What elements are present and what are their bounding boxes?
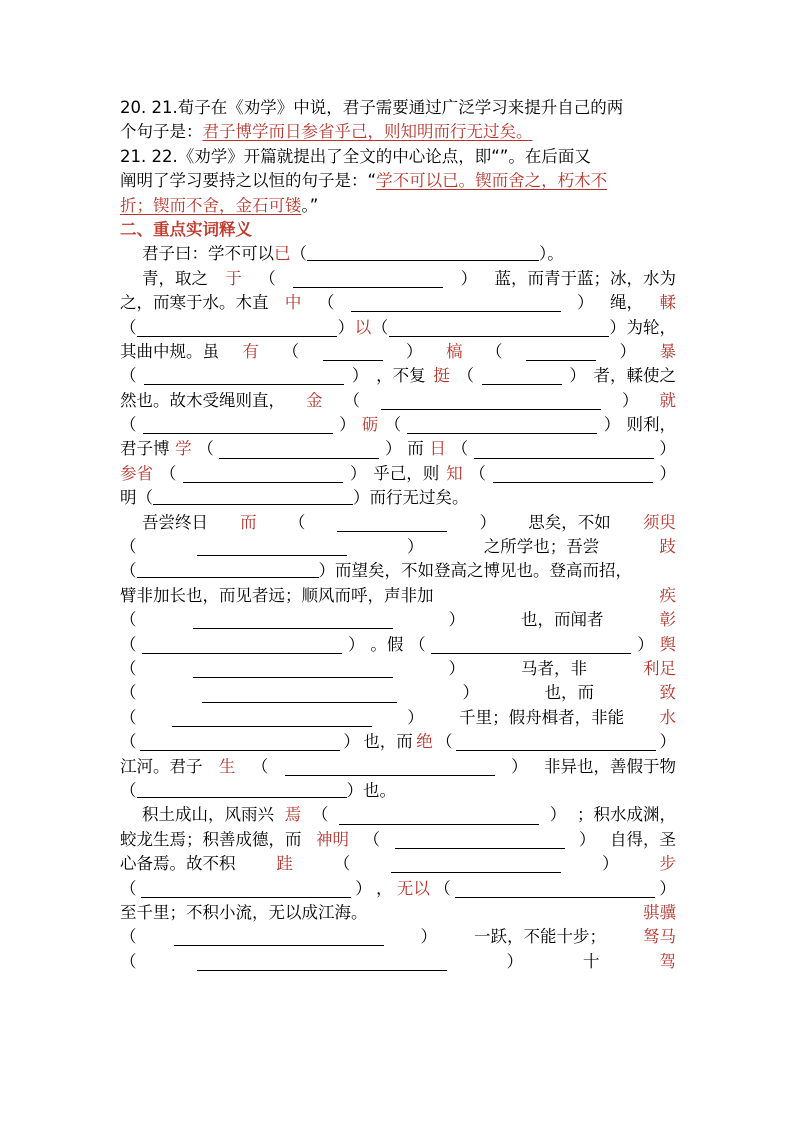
text-line-10: 参省 （ ） 乎己，则 知 （ ） <box>120 463 676 483</box>
text-line-22: 江河。君子 生 （ ） 非异也，善假于物 <box>120 756 676 776</box>
answer-blank[interactable] <box>407 416 597 434</box>
text-line-30: （ ） 十 驾 <box>120 951 676 971</box>
text-line-2: 青，取之 于 （ ） 蓝，而青于蓝；冰，水为 <box>142 268 676 288</box>
answer-blank[interactable] <box>307 243 539 261</box>
section-heading: 二、重点实词释义 <box>120 219 252 239</box>
answer-blank[interactable] <box>140 733 340 751</box>
text-line-15: 臂非加长也，而见者远；顺风而呼，声非加 疾 <box>120 585 676 605</box>
text-line-8: （ ） 砺 （ ） 则利， <box>120 415 676 435</box>
text-line-3: 之，而寒于水。木直 中 （ ） 绳， 輮 <box>120 293 676 313</box>
text-line-21: （ ） 也，而 绝 （ ） <box>120 732 676 752</box>
answer-blank[interactable] <box>153 487 353 505</box>
question-21-line1: 21. 22.《劝学》开篇就提出了全文的中心论点，即“”。在后面又 <box>120 146 591 166</box>
answer-blank[interactable] <box>285 758 495 776</box>
answer-blank[interactable] <box>493 465 653 483</box>
question-21-line3: 折；锲而不舍，金石可镂。” <box>120 195 319 215</box>
answer-blank[interactable] <box>482 367 562 385</box>
text-line-16: （ ） 也，而闻者 彰 <box>120 610 676 630</box>
answer-blank[interactable] <box>474 441 654 459</box>
answer-blank[interactable] <box>219 441 379 459</box>
text-line-4: （ ） 以 （ ） 为轮， <box>120 317 676 337</box>
answer-blank[interactable] <box>174 928 384 946</box>
question-20-answer: 君子博学而日参省乎己，则知明而行无过矣。 <box>202 122 533 142</box>
text-line-13: （ ） 之所学也；吾尝 跂 <box>120 537 676 557</box>
answer-blank[interactable] <box>431 636 631 654</box>
answer-blank[interactable] <box>137 780 347 798</box>
answer-blank[interactable] <box>389 319 609 337</box>
text-line-17: （ ） 。假 （ ） 舆 <box>120 634 676 654</box>
text-line-28: 至千里；不积小流，无以成江海。 骐骥 <box>120 902 676 922</box>
answer-blank[interactable] <box>137 319 337 337</box>
answer-blank[interactable] <box>381 392 601 410</box>
text-line-1: 君子曰：学不可以已（ ）。 <box>142 244 564 264</box>
answer-blank[interactable] <box>142 636 342 654</box>
text-line-29: （ ） 一跃，不能十步； 驽马 <box>120 927 676 947</box>
text-line-20: （ ） 千里；假舟楫者，非能 水 <box>120 707 676 727</box>
text-line-19: （ ） 也，而 致 <box>120 683 676 703</box>
answer-blank[interactable] <box>144 367 344 385</box>
answer-blank[interactable] <box>197 538 347 556</box>
text-line-12: 吾尝终日 而 （ ） 思矣，不如 须臾 <box>142 512 676 532</box>
answer-blank[interactable] <box>193 611 393 629</box>
answer-blank[interactable] <box>337 514 447 532</box>
answer-blank[interactable] <box>395 831 565 849</box>
worksheet-page <box>120 96 676 974</box>
answer-blank[interactable] <box>143 416 333 434</box>
answer-blank[interactable] <box>141 880 351 898</box>
answer-blank[interactable] <box>172 709 372 727</box>
answer-blank[interactable] <box>193 660 393 678</box>
answer-blank[interactable] <box>202 685 397 703</box>
text-line-26: 心备焉。故不积 跬 （ ） 步 <box>120 854 676 874</box>
text-line-6: （ ） ，不复 挺 （ ） 者，輮使之 <box>120 366 676 386</box>
question-20-line2: 个句子是：君子博学而日参省乎己，则知明而行无过矣。 <box>120 122 533 142</box>
text-line-5: 其曲中规。虽 有 （ ） 槁 （ ） 暴 <box>120 341 676 361</box>
question-21-answer-part1: 学不可以已。锲而舍之，朽木不 <box>376 171 608 191</box>
question-21-line2: 阐明了学习要持之以恒的句子是：“学不可以已。锲而舍之，朽木不 <box>120 171 608 191</box>
text-line-11: 明（ ）而行无过矣。 <box>120 488 469 508</box>
text-line-18: （ ） 马者，非 利足 <box>120 658 676 678</box>
answer-blank[interactable] <box>526 343 596 361</box>
answer-blank[interactable] <box>293 270 443 288</box>
text-line-9: 君子博 学 （ ） 而 日 （ ） <box>120 439 676 459</box>
answer-blank[interactable] <box>339 807 539 825</box>
answer-blank[interactable] <box>351 294 561 312</box>
text-line-7: 然也。故木受绳则直， 金 （ ） 就 <box>120 390 676 410</box>
answer-blank[interactable] <box>455 880 655 898</box>
text-line-14: （ ）而望矣，不如登高之博见也。登高而招， <box>120 561 632 581</box>
text-line-24: 积土成山，风雨兴 焉 （ ） ；积水成渊， <box>142 805 676 825</box>
question-20-line1: 20. 21.荀子在《劝学》中说，君子需要通过广泛学习来提升自己的两 <box>120 98 624 117</box>
answer-blank[interactable] <box>391 855 561 873</box>
answer-blank[interactable] <box>137 560 319 578</box>
text-line-25: 蛟龙生焉；积善成德，而 神明 （ ） 自得，圣 <box>120 829 676 849</box>
text-line-27: （ ） ， 无以 （ ） <box>120 878 676 898</box>
answer-blank[interactable] <box>456 733 656 751</box>
answer-blank[interactable] <box>183 465 343 483</box>
text-line-23: （ ）也。 <box>120 780 396 800</box>
question-21-answer-part2: 折；锲而不舍，金石可镂 <box>120 195 302 215</box>
answer-blank[interactable] <box>197 953 447 971</box>
answer-blank[interactable] <box>323 343 383 361</box>
